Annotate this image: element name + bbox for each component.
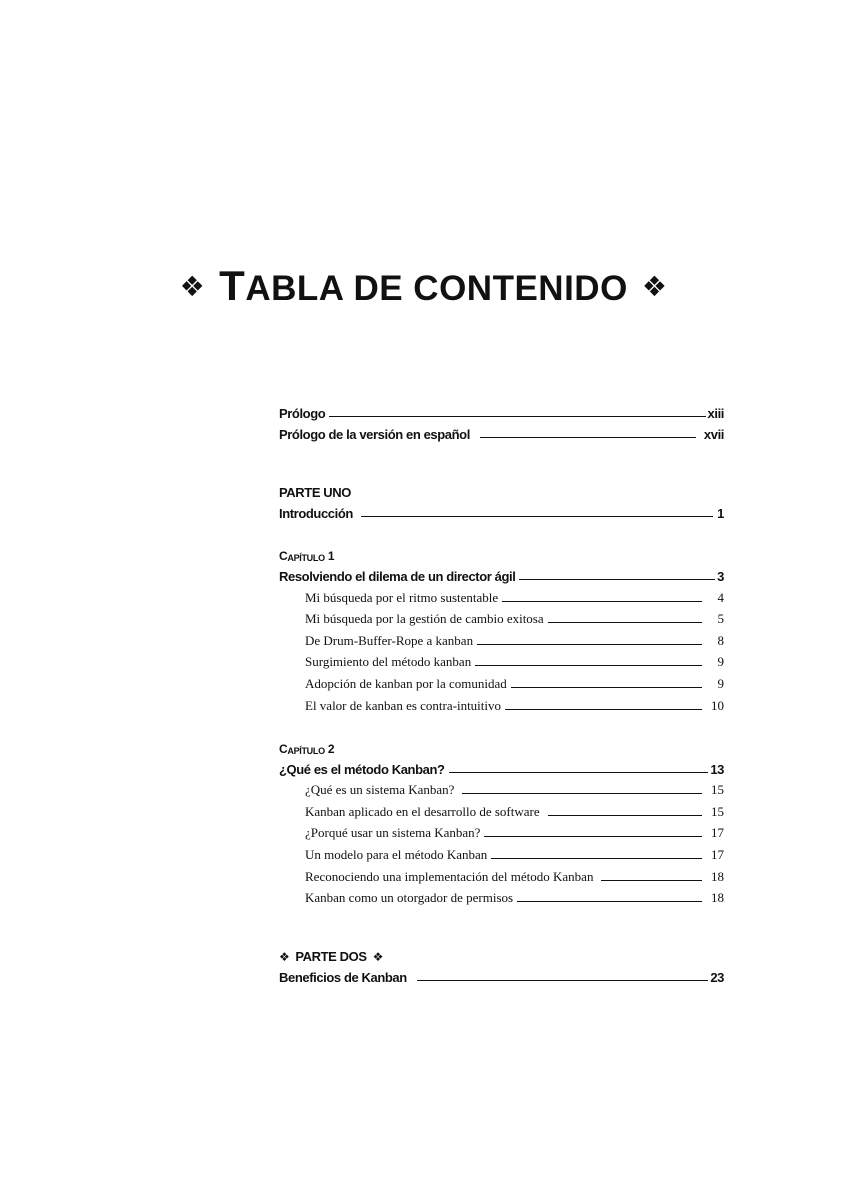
ornament-icon: ❖ bbox=[641, 271, 668, 302]
title-initial: T bbox=[219, 262, 246, 309]
page-number: xiii bbox=[707, 406, 724, 421]
table-of-contents bbox=[279, 400, 724, 985]
page-number: 5 bbox=[717, 611, 724, 627]
entry-label: ¿Qué es el método Kanban? bbox=[279, 761, 445, 777]
leader-line bbox=[519, 579, 715, 580]
leader-line bbox=[505, 709, 702, 710]
page-number: 3 bbox=[717, 569, 724, 584]
leader-line bbox=[491, 858, 702, 859]
page-number: 8 bbox=[717, 632, 724, 648]
chapter-cap-initial: C bbox=[279, 741, 288, 756]
toc-section[interactable] bbox=[279, 841, 724, 863]
ornament-icon: ❖ bbox=[279, 950, 290, 965]
entry-label: ¿Qué es un sistema Kanban? bbox=[305, 782, 455, 798]
entry-label: Mi búsqueda por la gestión de cambio exitosa bbox=[305, 611, 544, 627]
page-number: 9 bbox=[717, 675, 724, 691]
toc-section[interactable] bbox=[279, 649, 724, 671]
chapter-number: 1 bbox=[327, 549, 335, 563]
entry-label: De Drum-Buffer-Rope a kanban bbox=[305, 632, 474, 648]
leader-line bbox=[548, 815, 702, 816]
leader-line bbox=[475, 665, 702, 666]
toc-entry-prologue-spanish[interactable] bbox=[279, 421, 724, 442]
entry-label: ¿Porqué usar un sistema Kanban? bbox=[305, 825, 481, 841]
toc-entry-chapter-1[interactable] bbox=[279, 563, 724, 584]
title-rest: ABLA DE CONTENIDO bbox=[245, 269, 628, 308]
leader-line bbox=[449, 772, 709, 773]
toc-entry-introduction[interactable] bbox=[279, 500, 724, 521]
part-one-heading: PARTE UNO bbox=[279, 485, 351, 500]
entry-label: Prólogo bbox=[279, 406, 326, 421]
part-two-heading bbox=[279, 944, 724, 964]
toc-entry-chapter-2[interactable] bbox=[279, 756, 724, 777]
entry-label: Introducción bbox=[279, 506, 353, 521]
toc-section[interactable] bbox=[279, 798, 724, 820]
chapter-1-label bbox=[279, 544, 724, 563]
page-number: 23 bbox=[710, 970, 724, 986]
toc-section[interactable] bbox=[279, 863, 724, 885]
toc-entry-prologue[interactable] bbox=[279, 400, 724, 421]
leader-line bbox=[462, 793, 702, 794]
page-number: xvii bbox=[703, 427, 724, 442]
chapter-number: 2 bbox=[327, 741, 335, 756]
leader-line bbox=[361, 516, 713, 517]
part-two-label: PARTE DOS bbox=[295, 949, 367, 965]
page-number: 17 bbox=[711, 846, 724, 862]
page-number: 15 bbox=[711, 782, 724, 798]
leader-line bbox=[480, 437, 696, 438]
chapter-cap-rest: APÍTULO bbox=[287, 745, 325, 756]
leader-line bbox=[511, 687, 702, 688]
chapter-cap-initial: C bbox=[279, 549, 288, 563]
leader-line bbox=[417, 980, 709, 981]
toc-section[interactable] bbox=[279, 885, 724, 907]
page-number: 18 bbox=[711, 868, 724, 884]
ornament-icon: ❖ bbox=[179, 271, 206, 302]
ornament-icon: ❖ bbox=[372, 950, 383, 965]
entry-label: Resolviendo el dilema de un director ágil bbox=[279, 569, 516, 584]
page-number: 15 bbox=[711, 803, 724, 819]
page-number: 10 bbox=[711, 697, 724, 713]
leader-line bbox=[517, 901, 702, 902]
toc-entry-benefits[interactable] bbox=[279, 964, 724, 985]
toc-section[interactable] bbox=[279, 606, 724, 628]
page-number: 17 bbox=[711, 825, 724, 841]
entry-label: Adopción de kanban por la comunidad bbox=[305, 675, 507, 691]
leader-line bbox=[477, 644, 702, 645]
leader-line bbox=[502, 601, 702, 602]
leader-line bbox=[548, 622, 702, 623]
entry-label: Un modelo para el método Kanban bbox=[305, 846, 488, 862]
leader-line bbox=[484, 836, 702, 837]
entry-label: Mi búsqueda por el ritmo sustentable bbox=[305, 589, 499, 605]
entry-label: Kanban aplicado en el desarrollo de software bbox=[305, 803, 540, 819]
entry-label: Kanban como un otorgador de permisos bbox=[305, 890, 514, 906]
chapter-2-label bbox=[279, 737, 724, 756]
page-title bbox=[0, 262, 847, 310]
entry-label: El valor de kanban es contra-intuitivo bbox=[305, 697, 502, 713]
toc-section[interactable] bbox=[279, 777, 724, 799]
entry-label: Prólogo de la versión en español bbox=[279, 427, 470, 442]
toc-section[interactable] bbox=[279, 627, 724, 649]
entry-label: Reconociendo una implementación del método Kanban bbox=[305, 868, 594, 884]
page-number: 4 bbox=[717, 589, 724, 605]
toc-section[interactable] bbox=[279, 692, 724, 714]
leader-line bbox=[601, 880, 702, 881]
leader-line bbox=[329, 416, 705, 417]
page-number: 13 bbox=[710, 761, 724, 777]
toc-section[interactable] bbox=[279, 584, 724, 606]
page-number: 18 bbox=[711, 890, 724, 906]
toc-section[interactable] bbox=[279, 670, 724, 692]
page-number: 1 bbox=[717, 506, 724, 521]
toc-section[interactable] bbox=[279, 820, 724, 842]
page-number: 9 bbox=[717, 654, 724, 670]
entry-label: Surgimiento del método kanban bbox=[305, 654, 472, 670]
chapter-cap-rest: APÍTULO bbox=[287, 553, 325, 563]
entry-label: Beneficios de Kanban bbox=[279, 970, 407, 986]
